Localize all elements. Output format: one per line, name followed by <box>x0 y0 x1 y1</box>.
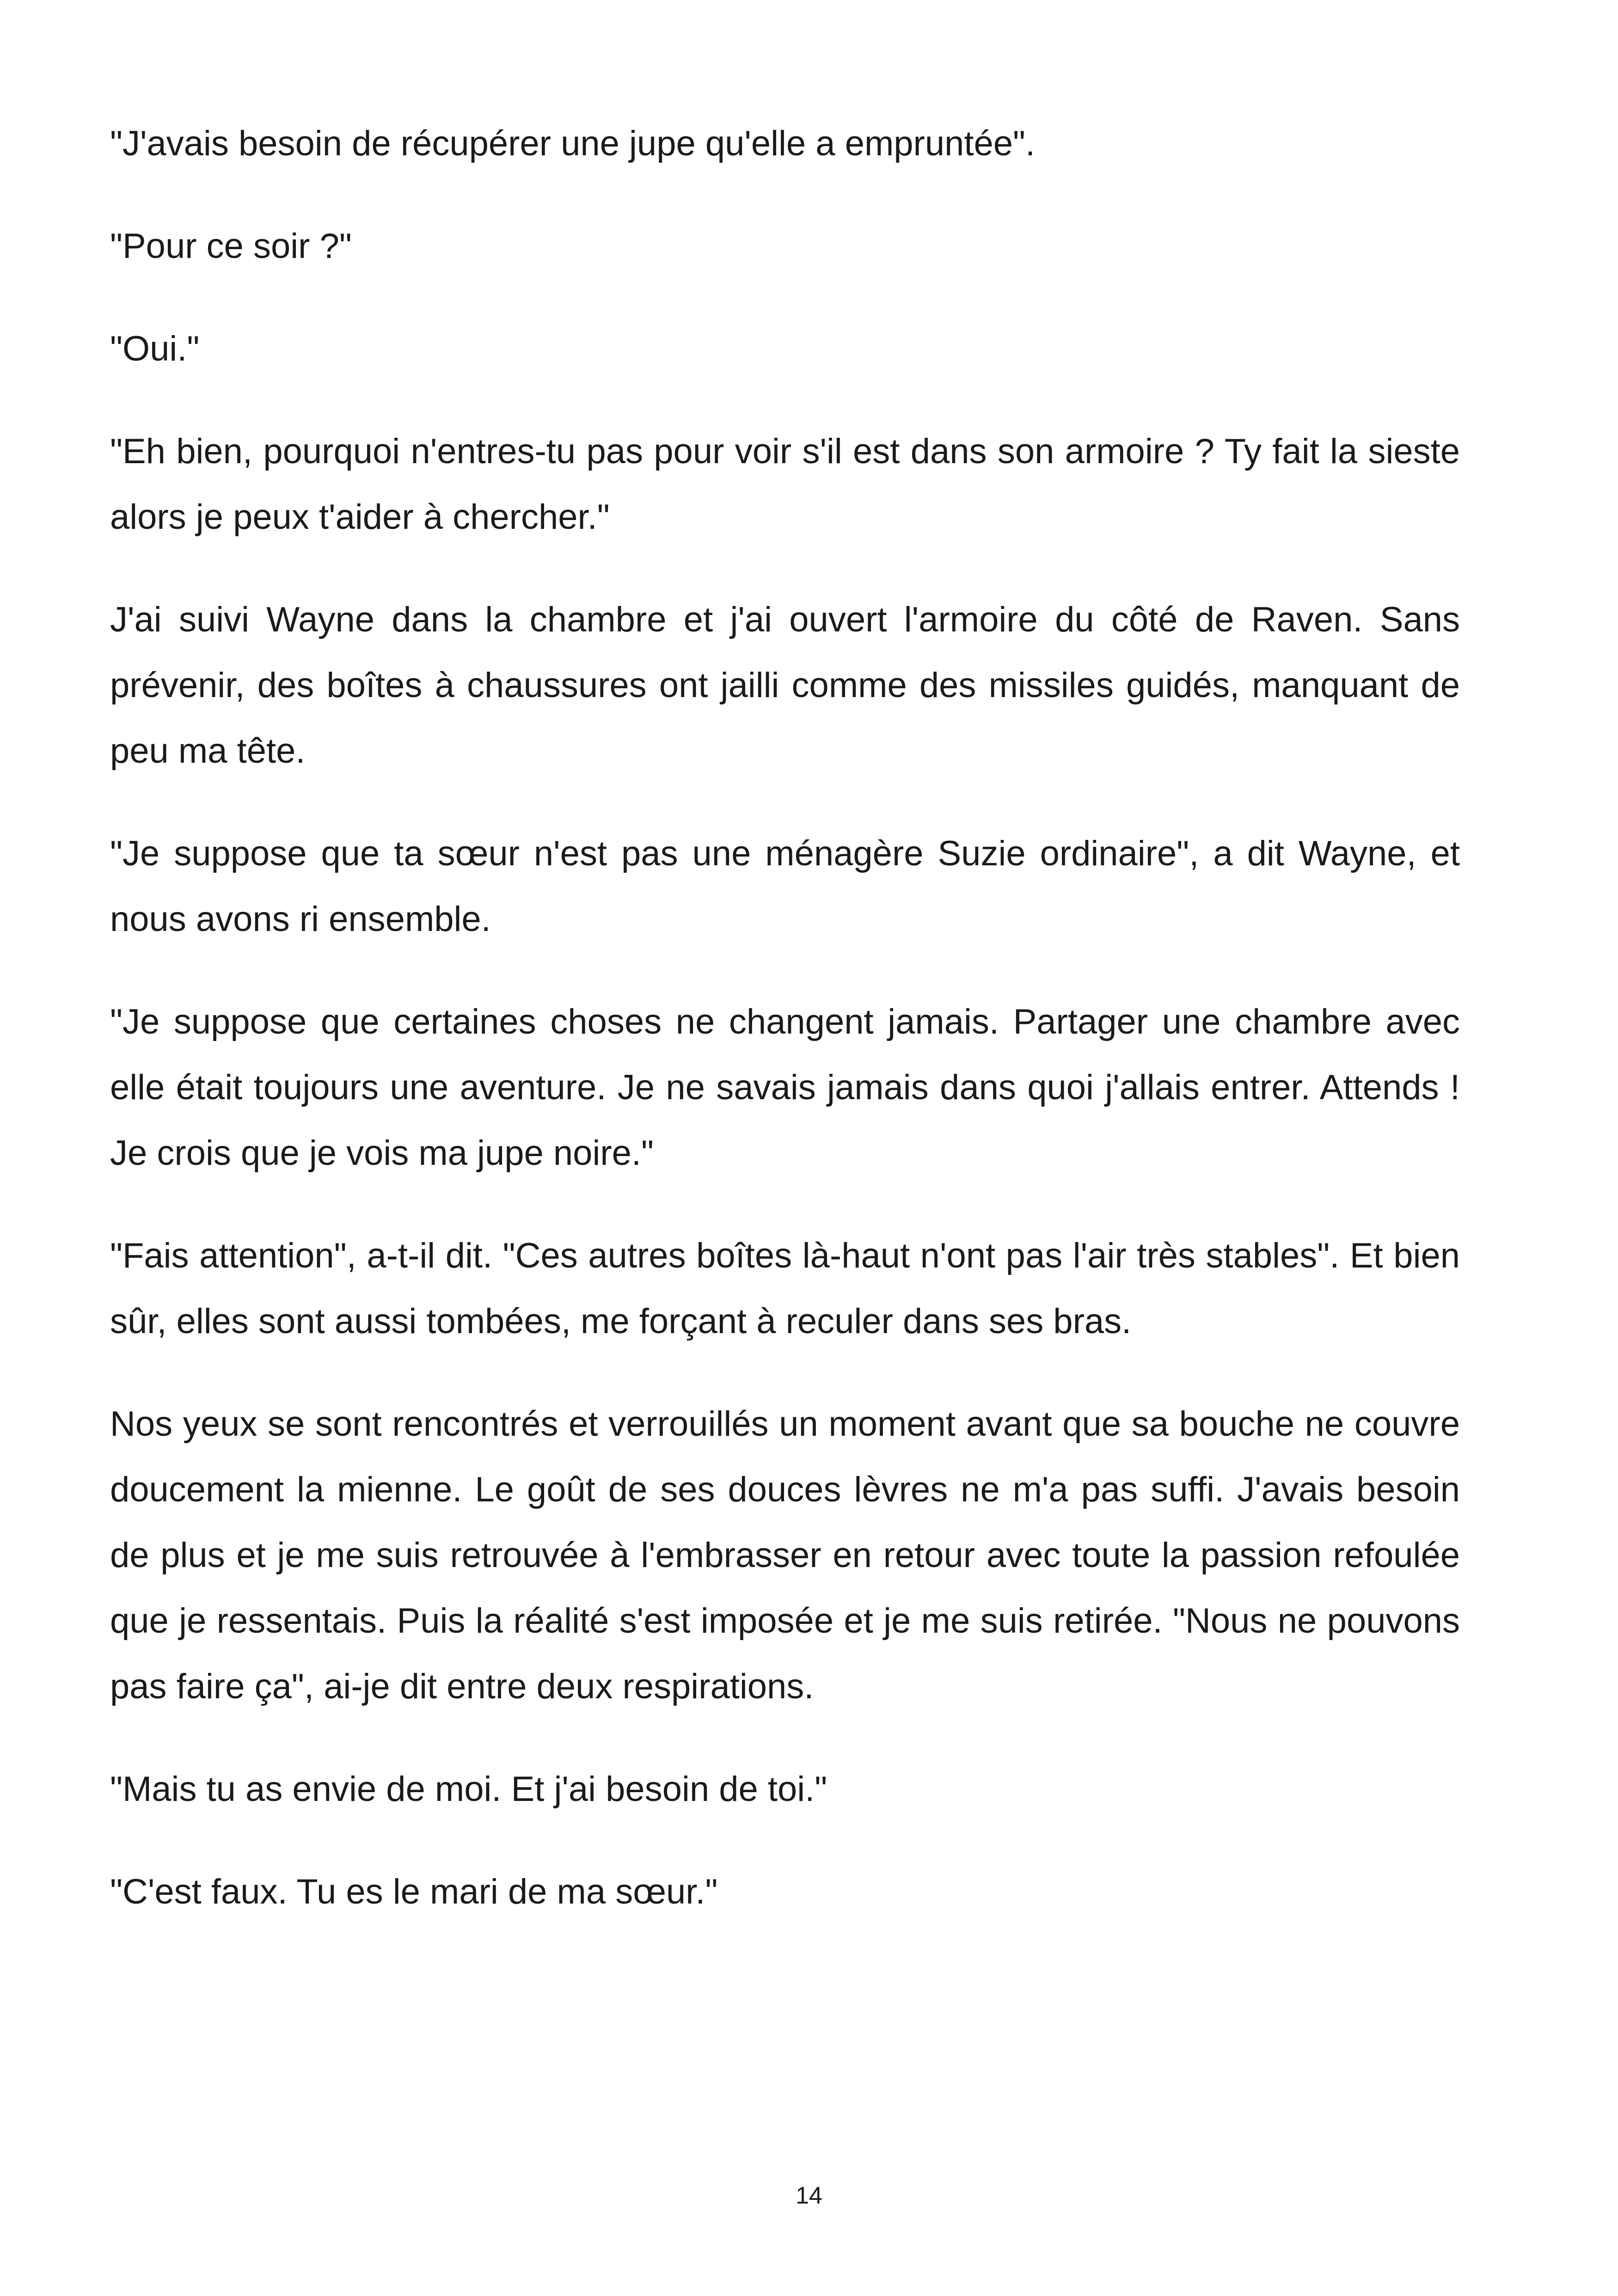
paragraph-11: "C'est faux. Tu es le mari de ma sœur." <box>110 1872 718 1911</box>
paragraph-5: J'ai suivi Wayne dans la chambre et j'ai ouvert l'armoire du côté de Raven. Sans prévenir, des boîtes à chaussures ont jailli comme des missiles guidés, manquant de peu ma tête. <box>110 600 1460 771</box>
page-body <box>110 111 1460 1962</box>
paragraph-1: "J'avais besoin de récupérer une jupe qu'elle a empruntée". <box>110 124 1036 163</box>
paragraph-8: "Fais attention", a-t-il dit. "Ces autres boîtes là-haut n'ont pas l'air très stables". Et bien sûr, elles sont aussi tombées, me forçant à reculer dans ses bras. <box>110 1236 1460 1341</box>
paragraph-3: "Oui." <box>110 329 200 368</box>
paragraph-2: "Pour ce soir ?" <box>110 227 352 266</box>
paragraph-10: "Mais tu as envie de moi. Et j'ai besoin de toi." <box>110 1769 827 1809</box>
paragraph-6: "Je suppose que ta sœur n'est pas une ménagère Suzie ordinaire", a dit Wayne, et nous avons ri ensemble. <box>110 834 1460 939</box>
paragraph-4: "Eh bien, pourquoi n'entres-tu pas pour voir s'il est dans son armoire ? Ty fait la sieste alors je peux t'aider à chercher." <box>110 432 1460 537</box>
page-number: 14 <box>796 2182 822 2209</box>
paragraph-7: "Je suppose que certaines choses ne changent jamais. Partager une chambre avec elle était toujours une aventure. Je ne savais jamais dans quoi j'allais entrer. Attends ! Je crois que je vois ma jupe noire." <box>110 1002 1460 1173</box>
paragraph-9: Nos yeux se sont rencontrés et verrouillés un moment avant que sa bouche ne couvre doucement la mienne. Le goût de ses douces lèvres ne m'a pas suffi. J'avais besoin de plus et je me suis retrouvée à l'embrasser en retour avec toute la passion refoulée que je ressentais. Puis la réalité s'est imposée et je me suis retirée. "Nous ne pouvons pas faire ça", ai-je dit entre deux respirations. <box>110 1404 1460 1706</box>
